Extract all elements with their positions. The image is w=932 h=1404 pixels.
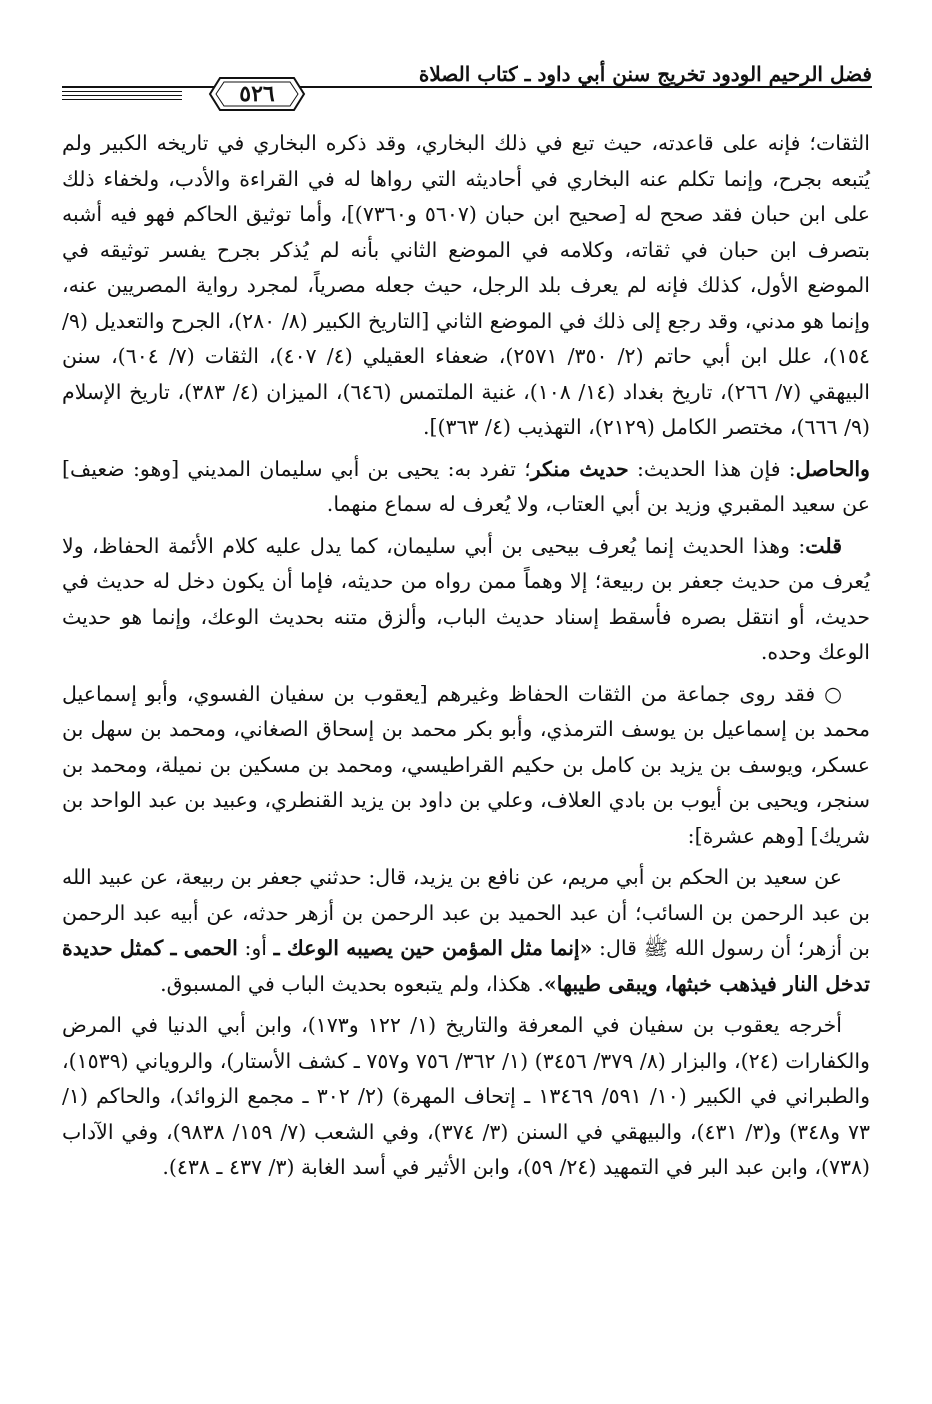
paragraph-narrators: ○ فقد روى جماعة من الثقات الحفاظ وغيرهم [يعقوب بن سفيان الفسوي، وأبو إسماعيل محمد بن إسماعيل بن يوسف الترمذي، وأبو بكر محمد بن إسحاق الصغاني، ومحمد بن سهل بن عسكر، ويوسف بن يزيد بن كامل بن حكيم القراطيسي، ومحمد بن مسكين بن نميلة، ومحمد بن سنجر، ويحيى بن أيوب بن بادي العلاف، وعلي بن داود بن يزيد القنطري، وعبيد بن عبد الواحد بن شريك] [وهم عشرة]:: [62, 681, 870, 848]
paragraph-hadith: [62, 860, 870, 1002]
paragraph-1: الثقات؛ فإنه على قاعدته، حيث تبع في ذلك البخاري، وقد ذكره البخاري في تاريخه الكبير ولم يُتبعه بجرح، وإنما تكلم عنه البخاري في أحاديثه التي رواها له في القراءة والأدب، ولخفاء ذلك على ابن حبان فقد صحح له [صحيح ابن حبان (٥٦٠٧ و٧٣٦٠)]، وأما توثيق الحاكم فهو فيه أشبه بتصرف ابن حبان في ثقاته، وكلامه في الموضع الثاني بأنه لم يُذكر بجرح يفسر توثيقه في الموضع الأول، كذلك فإنه لم يعرف بلد الرجل، حيث جعله مصرياً، لمجرد رواية المصريين عنه، وإنما هو مدني، وقد رجع إلى ذلك في الموضع الثاني [التاريخ الكبير (٨/ ٢٨٠)، الجرح والتعديل (٩/ ١٥٤)، علل ابن أبي حاتم (٢/ ٣٥٠/ ٢٥٧١)، ضعفاء العقيلي (٤/ ٤٠٧)، الثقات (٧/ ٦٠٤)، سنن البيهقي (٧/ ٢٦٦)، تاريخ بغداد (١٤/ ١٠٨)، غنية الملتمس (٦٤٦)، الميزان (٤/ ٣٨٣)، تاريخ الإسلام (٩/ ٦٦٦)، مختصر الكامل (٢١٢٩)، التهذيب (٤/ ٣٦٣)].: [62, 131, 871, 439]
hadith-chain: عن سعيد بن الحكم بن أبي مريم، عن نافع بن يزيد، قال: حدثني جعفر بن ربيعة، عن عبيد الله بن عبد الرحمن بن السائب؛ أن عبد الحميد بن عبد الرحمن بن أزهر حدثه، عن أبيه عبد الرحمن بن أزهر؛ أن رسول الله ﷺ قال:: [62, 865, 870, 960]
paragraph-conclusion: [62, 452, 870, 523]
verdict-bold: حديث منكر: [530, 456, 629, 481]
paragraph-note: [62, 529, 870, 671]
paragraph-takhrij: أخرجه يعقوب بن سفيان في المعرفة والتاريخ (١/ ١٢٢ و١٧٣)، وابن أبي الدنيا في المرض والكفارات (٢٤)، والبزار (٨/ ٣٧٩/ ٣٤٥٦) (١/ ٣٦٢/ ٧٥٦ و٧٥٧ ـ كشف الأستار)، والروياني (١٥٣٩)، والطبراني في الكبير (١٠/ ٥٩١/ ١٣٤٦٩ ـ إتحاف المهرة) (٢/ ٣٠٢ ـ مجمع الزوائد)، والحاكم (١/ ٧٣ و٣٤٨) و(٣/ ٤٣١)، والبيهقي في السنن (٣/ ٣٧٤)، وفي الشعب (٧/ ١٥٩/ ٩٨٣٨)، وفي الآداب (٧٣٨)، وابن عبد البر في التمهيد (٢٤/ ٥٩)، وابن الأثير في أسد الغابة (٣/ ٤٣٧ ـ ٤٣٨).: [62, 1013, 870, 1179]
conclusion-lead: والحاصل: [795, 456, 870, 481]
hadith-text-bold-2: الحمى ـ كمثل حديدة تدخل النار فيذهب خبثها، ويبقى طيبها»: [62, 936, 870, 996]
running-title: فضل الرحيم الودود تخريج سنن أبي داود ـ كتاب الصلاة: [418, 62, 872, 86]
page-number: ٥٢٦: [239, 81, 275, 107]
hadith-text-bold-1: «إنما مثل المؤمن حين يصيبه الوعك ـ: [273, 936, 593, 960]
page-body: [62, 126, 870, 1186]
header-ornament-lines: [62, 91, 182, 100]
conclusion-text-b: ؛ تفرد به: يحيى بن أبي سليمان المديني [وهو: ضعيف] عن سعيد المقبري وزيد بن أبي العتاب، ولا يُعرف له سماع منهما.: [62, 456, 870, 516]
note-text: : وهذا الحديث إنما يُعرف بيحيى بن أبي سليمان، كما يدل عليه كلام الأئمة الحفاظ، ولا يُعرف من حديث جعفر بن ربيعة؛ إلا وهماً ممن رواه من حديثه، فإما أن يكون دخل له حديث في حديث، أو انتقل بصره فأسقط إسناد حديث الباب، وألزق متنه بحديث الوعك، وإنما هو حديث الوعك وحده.: [62, 533, 870, 664]
hadith-text-end: . هكذا، ولم يتبعوه بحديث الباب في المسبوق.: [160, 971, 544, 996]
note-lead: قلت: [805, 533, 842, 558]
header-rule: [62, 86, 872, 88]
hadith-text-or: أو:: [237, 936, 274, 960]
conclusion-text-a: : فإن هذا الحديث:: [628, 456, 796, 481]
running-header: [62, 50, 872, 120]
